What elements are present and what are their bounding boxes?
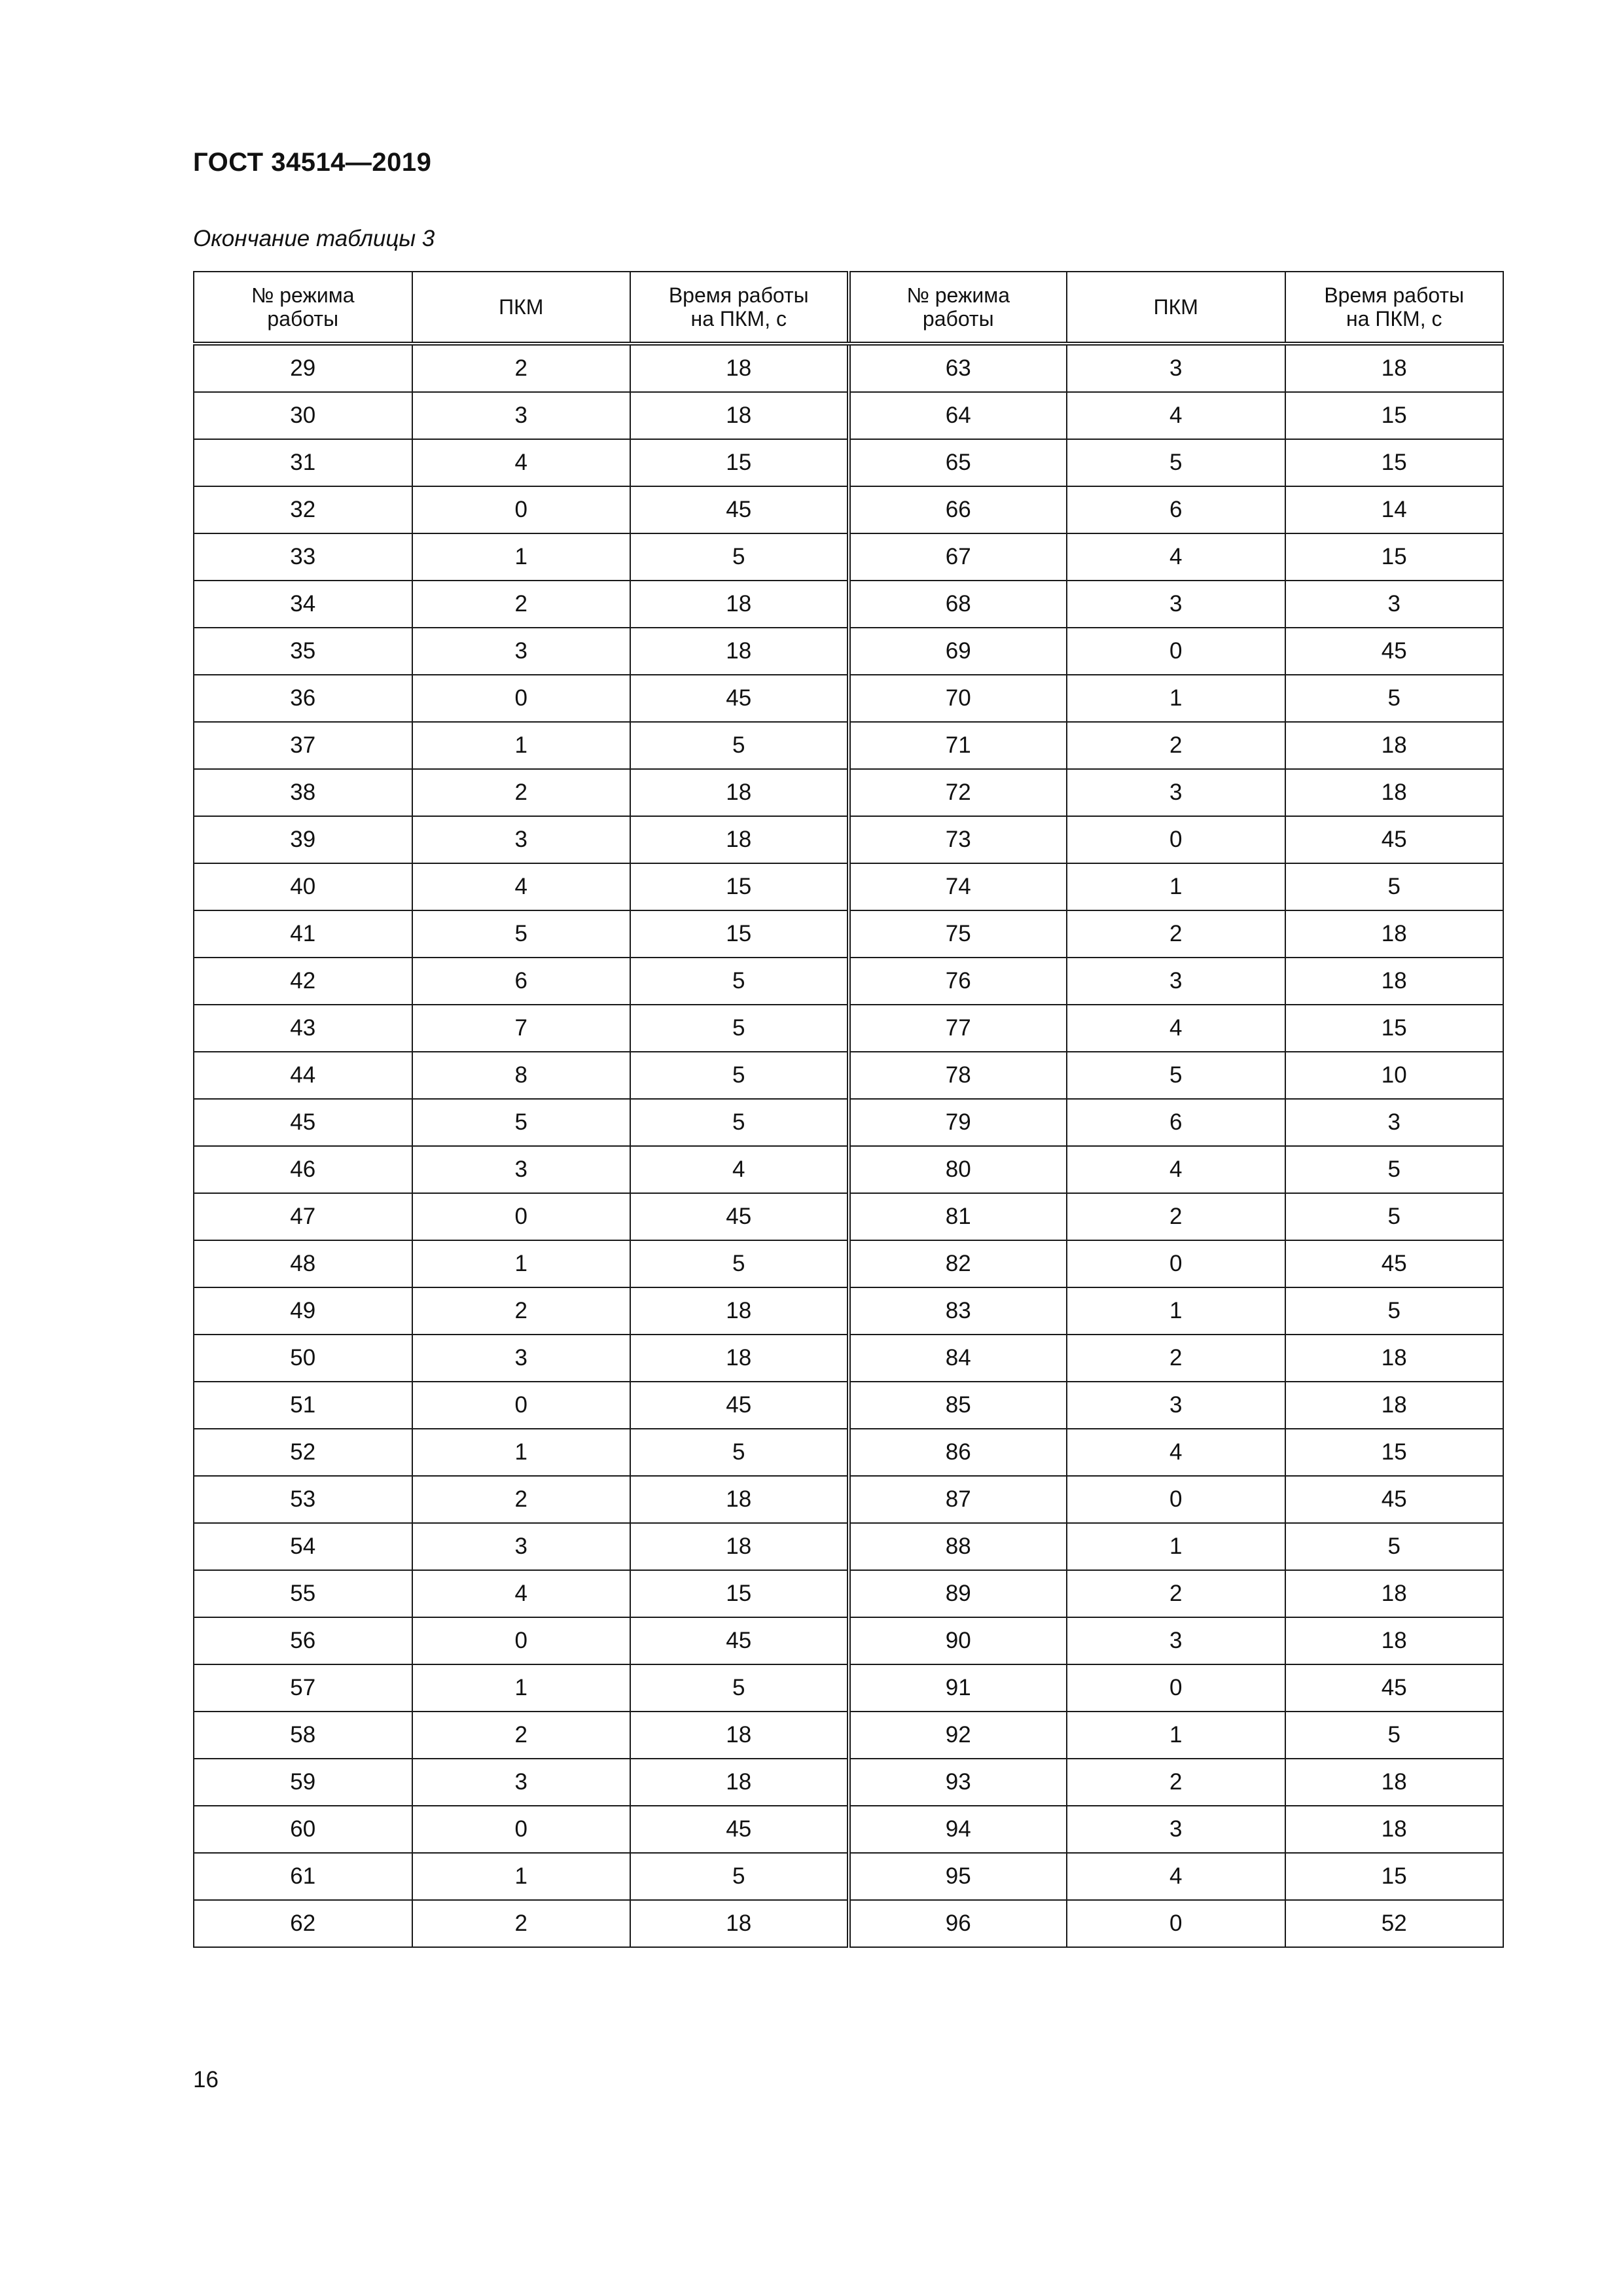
table-row xyxy=(194,1806,1503,1853)
cell-pkm-left: 7 xyxy=(412,1005,631,1052)
cell-mode-left: 47 xyxy=(194,1193,412,1240)
header-pkm-right xyxy=(1067,272,1285,344)
cell-pkm-right: 4 xyxy=(1067,533,1285,581)
cell-mode-left: 32 xyxy=(194,486,412,533)
cell-time-left: 45 xyxy=(630,1806,849,1853)
page-number: 16 xyxy=(193,2067,219,2092)
cell-mode-left: 49 xyxy=(194,1287,412,1335)
table-row xyxy=(194,910,1503,958)
cell-time-right: 18 xyxy=(1285,1759,1504,1806)
cell-time-left: 18 xyxy=(630,628,849,675)
cell-mode-left: 38 xyxy=(194,769,412,816)
cell-time-right: 3 xyxy=(1285,1099,1504,1146)
header-time-line2: на ПКМ, с xyxy=(1346,307,1442,331)
cell-mode-left: 58 xyxy=(194,1712,412,1759)
cell-time-right: 18 xyxy=(1285,1570,1504,1617)
header-mode-right xyxy=(849,272,1067,344)
cell-pkm-left: 2 xyxy=(412,1287,631,1335)
table-row xyxy=(194,581,1503,628)
table-row xyxy=(194,1005,1503,1052)
cell-pkm-left: 1 xyxy=(412,1664,631,1712)
cell-pkm-left: 5 xyxy=(412,910,631,958)
cell-time-right: 18 xyxy=(1285,344,1504,392)
table-row xyxy=(194,958,1503,1005)
cell-pkm-right: 1 xyxy=(1067,1523,1285,1570)
cell-time-right: 45 xyxy=(1285,1476,1504,1523)
cell-mode-left: 54 xyxy=(194,1523,412,1570)
cell-mode-left: 34 xyxy=(194,581,412,628)
cell-pkm-left: 0 xyxy=(412,1193,631,1240)
cell-time-left: 15 xyxy=(630,863,849,910)
cell-mode-right: 66 xyxy=(849,486,1067,533)
cell-time-right: 18 xyxy=(1285,1806,1504,1853)
table-row xyxy=(194,1664,1503,1712)
cell-time-right: 18 xyxy=(1285,1382,1504,1429)
cell-pkm-left: 4 xyxy=(412,1570,631,1617)
cell-pkm-left: 3 xyxy=(412,628,631,675)
cell-time-right: 18 xyxy=(1285,769,1504,816)
header-pkm-label: ПКМ xyxy=(1153,295,1198,319)
cell-mode-left: 56 xyxy=(194,1617,412,1664)
cell-pkm-right: 1 xyxy=(1067,863,1285,910)
modes-table xyxy=(193,271,1504,1948)
cell-mode-right: 72 xyxy=(849,769,1067,816)
table-row xyxy=(194,1617,1503,1664)
table-row xyxy=(194,628,1503,675)
header-pkm-left xyxy=(412,272,631,344)
cell-pkm-right: 5 xyxy=(1067,439,1285,486)
cell-pkm-left: 8 xyxy=(412,1052,631,1099)
cell-time-right: 18 xyxy=(1285,722,1504,769)
cell-pkm-left: 2 xyxy=(412,581,631,628)
cell-mode-right: 93 xyxy=(849,1759,1067,1806)
cell-time-left: 18 xyxy=(630,1712,849,1759)
header-mode-line2: работы xyxy=(267,307,339,331)
cell-pkm-right: 0 xyxy=(1067,1664,1285,1712)
cell-pkm-right: 0 xyxy=(1067,628,1285,675)
cell-mode-right: 87 xyxy=(849,1476,1067,1523)
cell-mode-right: 91 xyxy=(849,1664,1067,1712)
cell-pkm-left: 3 xyxy=(412,1523,631,1570)
cell-time-right: 5 xyxy=(1285,1523,1504,1570)
cell-time-left: 15 xyxy=(630,439,849,486)
cell-pkm-left: 1 xyxy=(412,1853,631,1900)
cell-pkm-left: 3 xyxy=(412,1335,631,1382)
cell-time-left: 5 xyxy=(630,533,849,581)
cell-time-left: 18 xyxy=(630,344,849,392)
table-row xyxy=(194,1382,1503,1429)
cell-mode-left: 46 xyxy=(194,1146,412,1193)
document-header: ГОСТ 34514—2019 xyxy=(193,148,432,177)
cell-time-right: 18 xyxy=(1285,1617,1504,1664)
header-pkm-label: ПКМ xyxy=(499,295,544,319)
table-row xyxy=(194,1193,1503,1240)
table-row xyxy=(194,675,1503,722)
header-mode-line2: работы xyxy=(922,307,994,331)
cell-pkm-left: 2 xyxy=(412,1712,631,1759)
table-row xyxy=(194,722,1503,769)
cell-time-right: 5 xyxy=(1285,863,1504,910)
cell-pkm-right: 0 xyxy=(1067,1240,1285,1287)
cell-mode-left: 37 xyxy=(194,722,412,769)
cell-time-right: 45 xyxy=(1285,1240,1504,1287)
cell-mode-left: 42 xyxy=(194,958,412,1005)
table-row xyxy=(194,533,1503,581)
cell-mode-left: 30 xyxy=(194,392,412,439)
cell-pkm-left: 3 xyxy=(412,1759,631,1806)
cell-pkm-left: 2 xyxy=(412,769,631,816)
cell-mode-right: 68 xyxy=(849,581,1067,628)
cell-pkm-right: 3 xyxy=(1067,958,1285,1005)
cell-pkm-left: 3 xyxy=(412,1146,631,1193)
table-row xyxy=(194,1759,1503,1806)
cell-time-left: 5 xyxy=(630,1240,849,1287)
table-row xyxy=(194,769,1503,816)
cell-mode-left: 53 xyxy=(194,1476,412,1523)
cell-pkm-right: 6 xyxy=(1067,1099,1285,1146)
cell-time-left: 18 xyxy=(630,816,849,863)
cell-mode-right: 84 xyxy=(849,1335,1067,1382)
cell-time-left: 15 xyxy=(630,1570,849,1617)
cell-mode-right: 89 xyxy=(849,1570,1067,1617)
cell-mode-right: 76 xyxy=(849,958,1067,1005)
cell-pkm-right: 1 xyxy=(1067,675,1285,722)
cell-mode-left: 29 xyxy=(194,344,412,392)
cell-pkm-left: 0 xyxy=(412,1382,631,1429)
table-row xyxy=(194,1146,1503,1193)
cell-time-right: 18 xyxy=(1285,910,1504,958)
table-row xyxy=(194,1335,1503,1382)
cell-pkm-right: 3 xyxy=(1067,1617,1285,1664)
cell-time-left: 45 xyxy=(630,1382,849,1429)
cell-mode-left: 45 xyxy=(194,1099,412,1146)
cell-time-right: 15 xyxy=(1285,1853,1504,1900)
table-row xyxy=(194,1900,1503,1947)
cell-pkm-left: 3 xyxy=(412,816,631,863)
cell-mode-right: 94 xyxy=(849,1806,1067,1853)
table-row xyxy=(194,1287,1503,1335)
cell-mode-right: 70 xyxy=(849,675,1067,722)
cell-time-left: 15 xyxy=(630,910,849,958)
cell-mode-right: 80 xyxy=(849,1146,1067,1193)
cell-time-left: 5 xyxy=(630,1099,849,1146)
cell-time-left: 5 xyxy=(630,1853,849,1900)
cell-pkm-left: 3 xyxy=(412,392,631,439)
table-row xyxy=(194,392,1503,439)
cell-mode-right: 96 xyxy=(849,1900,1067,1947)
table-body xyxy=(194,344,1503,1947)
cell-time-left: 5 xyxy=(630,1052,849,1099)
header-time-line2: на ПКМ, с xyxy=(690,307,787,331)
cell-pkm-right: 2 xyxy=(1067,1335,1285,1382)
cell-mode-right: 69 xyxy=(849,628,1067,675)
cell-pkm-right: 4 xyxy=(1067,1146,1285,1193)
cell-mode-right: 77 xyxy=(849,1005,1067,1052)
header-mode-left xyxy=(194,272,412,344)
cell-time-right: 3 xyxy=(1285,581,1504,628)
cell-time-left: 5 xyxy=(630,722,849,769)
header-time-left xyxy=(630,272,849,344)
cell-pkm-right: 2 xyxy=(1067,910,1285,958)
cell-time-right: 18 xyxy=(1285,958,1504,1005)
table-row xyxy=(194,1570,1503,1617)
cell-time-left: 18 xyxy=(630,769,849,816)
cell-time-left: 18 xyxy=(630,1476,849,1523)
cell-pkm-left: 4 xyxy=(412,863,631,910)
cell-pkm-right: 4 xyxy=(1067,1005,1285,1052)
table-row xyxy=(194,1240,1503,1287)
cell-pkm-left: 0 xyxy=(412,675,631,722)
cell-time-left: 18 xyxy=(630,1287,849,1335)
cell-mode-right: 82 xyxy=(849,1240,1067,1287)
header-time-line1: Время работы xyxy=(1324,283,1465,307)
table-row xyxy=(194,1476,1503,1523)
cell-pkm-left: 0 xyxy=(412,1806,631,1853)
cell-pkm-right: 5 xyxy=(1067,1052,1285,1099)
cell-time-left: 5 xyxy=(630,1005,849,1052)
table-row xyxy=(194,1052,1503,1099)
cell-pkm-right: 4 xyxy=(1067,392,1285,439)
cell-mode-right: 88 xyxy=(849,1523,1067,1570)
cell-mode-right: 81 xyxy=(849,1193,1067,1240)
header-mode-line1: № режима xyxy=(906,283,1010,307)
cell-pkm-right: 2 xyxy=(1067,1759,1285,1806)
cell-pkm-right: 0 xyxy=(1067,1476,1285,1523)
cell-mode-right: 63 xyxy=(849,344,1067,392)
cell-time-right: 5 xyxy=(1285,1146,1504,1193)
cell-time-right: 15 xyxy=(1285,439,1504,486)
cell-mode-right: 65 xyxy=(849,439,1067,486)
cell-time-left: 45 xyxy=(630,486,849,533)
cell-mode-left: 48 xyxy=(194,1240,412,1287)
cell-mode-right: 67 xyxy=(849,533,1067,581)
cell-mode-right: 86 xyxy=(849,1429,1067,1476)
cell-pkm-right: 1 xyxy=(1067,1712,1285,1759)
cell-mode-left: 61 xyxy=(194,1853,412,1900)
cell-time-right: 5 xyxy=(1285,1287,1504,1335)
cell-mode-right: 71 xyxy=(849,722,1067,769)
cell-mode-right: 74 xyxy=(849,863,1067,910)
table-row xyxy=(194,344,1503,392)
cell-mode-left: 39 xyxy=(194,816,412,863)
cell-pkm-left: 2 xyxy=(412,1476,631,1523)
cell-pkm-right: 3 xyxy=(1067,769,1285,816)
table-row xyxy=(194,816,1503,863)
cell-mode-left: 35 xyxy=(194,628,412,675)
cell-mode-left: 31 xyxy=(194,439,412,486)
cell-mode-left: 60 xyxy=(194,1806,412,1853)
cell-time-right: 15 xyxy=(1285,1429,1504,1476)
header-time-right xyxy=(1285,272,1504,344)
cell-pkm-left: 6 xyxy=(412,958,631,1005)
cell-pkm-right: 3 xyxy=(1067,1382,1285,1429)
table-row xyxy=(194,1523,1503,1570)
cell-time-left: 18 xyxy=(630,392,849,439)
cell-pkm-right: 4 xyxy=(1067,1429,1285,1476)
cell-mode-right: 73 xyxy=(849,816,1067,863)
cell-pkm-left: 1 xyxy=(412,533,631,581)
header-row xyxy=(194,272,1503,344)
cell-pkm-right: 2 xyxy=(1067,1193,1285,1240)
table-caption: Окончание таблицы 3 xyxy=(193,226,435,251)
cell-time-left: 18 xyxy=(630,1335,849,1382)
cell-mode-right: 85 xyxy=(849,1382,1067,1429)
cell-time-left: 45 xyxy=(630,675,849,722)
cell-mode-left: 43 xyxy=(194,1005,412,1052)
cell-pkm-left: 2 xyxy=(412,344,631,392)
cell-mode-right: 95 xyxy=(849,1853,1067,1900)
cell-time-right: 5 xyxy=(1285,1712,1504,1759)
cell-mode-right: 83 xyxy=(849,1287,1067,1335)
cell-pkm-right: 2 xyxy=(1067,1570,1285,1617)
table-row xyxy=(194,1853,1503,1900)
cell-time-left: 5 xyxy=(630,958,849,1005)
cell-time-right: 18 xyxy=(1285,1335,1504,1382)
cell-time-right: 10 xyxy=(1285,1052,1504,1099)
cell-pkm-right: 0 xyxy=(1067,816,1285,863)
cell-mode-right: 79 xyxy=(849,1099,1067,1146)
cell-mode-left: 36 xyxy=(194,675,412,722)
cell-pkm-left: 1 xyxy=(412,1429,631,1476)
cell-pkm-left: 0 xyxy=(412,1617,631,1664)
cell-time-left: 18 xyxy=(630,1900,849,1947)
cell-mode-left: 59 xyxy=(194,1759,412,1806)
cell-time-left: 5 xyxy=(630,1664,849,1712)
cell-pkm-left: 0 xyxy=(412,486,631,533)
table-row xyxy=(194,486,1503,533)
cell-time-right: 15 xyxy=(1285,533,1504,581)
cell-time-left: 5 xyxy=(630,1429,849,1476)
cell-time-right: 15 xyxy=(1285,392,1504,439)
cell-time-left: 4 xyxy=(630,1146,849,1193)
cell-mode-left: 44 xyxy=(194,1052,412,1099)
cell-mode-left: 33 xyxy=(194,533,412,581)
cell-pkm-right: 0 xyxy=(1067,1900,1285,1947)
cell-time-left: 45 xyxy=(630,1193,849,1240)
cell-time-left: 18 xyxy=(630,1759,849,1806)
cell-pkm-right: 4 xyxy=(1067,1853,1285,1900)
cell-mode-left: 51 xyxy=(194,1382,412,1429)
cell-mode-right: 92 xyxy=(849,1712,1067,1759)
cell-pkm-left: 1 xyxy=(412,1240,631,1287)
cell-time-right: 15 xyxy=(1285,1005,1504,1052)
cell-pkm-right: 3 xyxy=(1067,1806,1285,1853)
cell-time-left: 18 xyxy=(630,1523,849,1570)
table-row xyxy=(194,1429,1503,1476)
table-row xyxy=(194,1712,1503,1759)
table-header xyxy=(194,272,1503,344)
cell-time-right: 5 xyxy=(1285,1193,1504,1240)
cell-mode-left: 57 xyxy=(194,1664,412,1712)
cell-mode-right: 78 xyxy=(849,1052,1067,1099)
table-row xyxy=(194,863,1503,910)
cell-time-right: 45 xyxy=(1285,1664,1504,1712)
cell-pkm-left: 2 xyxy=(412,1900,631,1947)
cell-time-right: 52 xyxy=(1285,1900,1504,1947)
cell-mode-right: 64 xyxy=(849,392,1067,439)
header-time-line1: Время работы xyxy=(668,283,809,307)
cell-time-left: 18 xyxy=(630,581,849,628)
cell-mode-left: 40 xyxy=(194,863,412,910)
cell-mode-left: 62 xyxy=(194,1900,412,1947)
cell-pkm-left: 5 xyxy=(412,1099,631,1146)
cell-mode-right: 75 xyxy=(849,910,1067,958)
cell-pkm-left: 4 xyxy=(412,439,631,486)
cell-mode-left: 55 xyxy=(194,1570,412,1617)
cell-mode-left: 41 xyxy=(194,910,412,958)
cell-pkm-right: 2 xyxy=(1067,722,1285,769)
cell-mode-right: 90 xyxy=(849,1617,1067,1664)
cell-time-right: 45 xyxy=(1285,816,1504,863)
cell-mode-left: 50 xyxy=(194,1335,412,1382)
cell-time-right: 5 xyxy=(1285,675,1504,722)
cell-pkm-right: 1 xyxy=(1067,1287,1285,1335)
cell-mode-left: 52 xyxy=(194,1429,412,1476)
table-row xyxy=(194,439,1503,486)
cell-pkm-right: 3 xyxy=(1067,581,1285,628)
cell-pkm-right: 3 xyxy=(1067,344,1285,392)
cell-pkm-left: 1 xyxy=(412,722,631,769)
cell-time-left: 45 xyxy=(630,1617,849,1664)
cell-time-right: 14 xyxy=(1285,486,1504,533)
header-mode-line1: № режима xyxy=(251,283,355,307)
cell-pkm-right: 6 xyxy=(1067,486,1285,533)
table-row xyxy=(194,1099,1503,1146)
cell-time-right: 45 xyxy=(1285,628,1504,675)
